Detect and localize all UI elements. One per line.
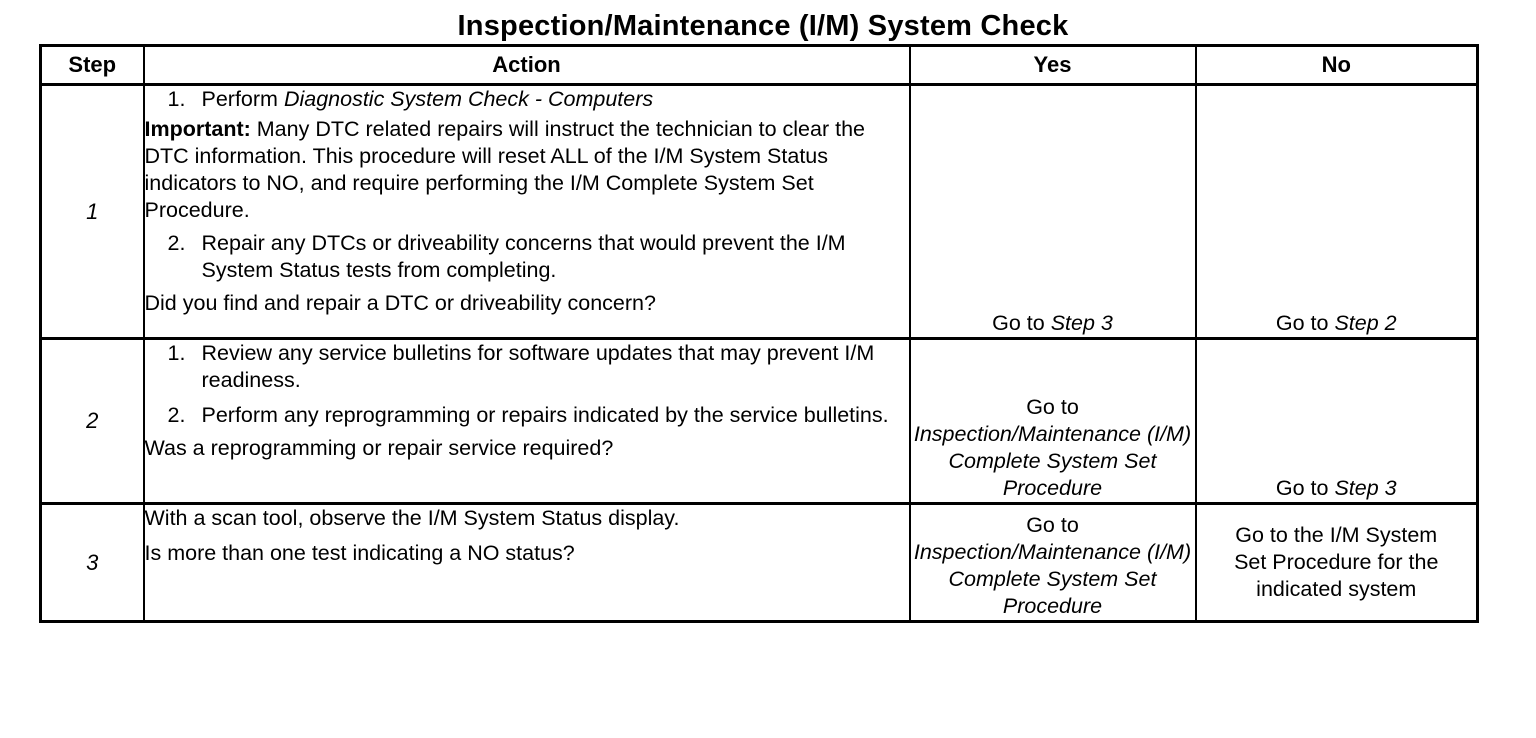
step-number: 3 <box>41 504 144 622</box>
list-item <box>168 402 909 429</box>
yes-result <box>910 504 1196 622</box>
yes-procedure-reference: Inspection/Maintenance (I/M) Complete System Set Procedure <box>913 540 1192 618</box>
no-result: Go to the I/M System Set Procedure for the indicated system <box>1196 504 1478 622</box>
yes-prefix: Go to <box>1026 395 1079 419</box>
item-number: 1. <box>167 341 186 365</box>
action-cell <box>144 504 910 622</box>
yes-prefix: Go to <box>992 311 1051 335</box>
list-item <box>168 340 909 394</box>
item-text <box>202 86 909 113</box>
important-text: Many DTC related repairs will instruct the technician to clear the DTC information. This procedure will reset ALL of the I/M System Status indicators to NO, and require performing the I/M Complete System Set Procedure. <box>144 117 865 222</box>
step-number: 2 <box>41 339 144 504</box>
no-step-reference: Step 2 <box>1334 311 1397 335</box>
header-step: Step <box>41 46 144 85</box>
header-yes: Yes <box>910 46 1196 85</box>
yes-prefix: Go to <box>1026 513 1079 537</box>
step-number: 1 <box>41 85 144 339</box>
yes-procedure-reference: Inspection/Maintenance (I/M) Complete System Set Procedure <box>913 422 1192 500</box>
procedure-reference: Diagnostic System Check - Computers <box>283 87 654 111</box>
item-lead: Perform <box>201 87 284 111</box>
no-result <box>1196 339 1478 504</box>
important-label: Important: <box>144 117 251 141</box>
table-row-step-2 <box>41 339 1478 504</box>
item-text: Repair any DTCs or driveability concerns that would prevent the I/M System Status tests from completing. <box>201 231 846 282</box>
yes-result <box>910 339 1196 504</box>
important-note <box>145 116 909 224</box>
list-item <box>168 230 909 284</box>
step-question: Was a reprogramming or repair service required? <box>144 436 614 460</box>
step-question: Is more than one test indicating a NO status? <box>144 541 575 565</box>
header-no: No <box>1196 46 1478 85</box>
table-header-row <box>41 46 1478 85</box>
header-action: Action <box>144 46 910 85</box>
action-cell <box>144 339 910 504</box>
yes-result <box>910 85 1196 339</box>
no-step-reference: Step 3 <box>1334 476 1397 500</box>
action-line: With a scan tool, observe the I/M System Status display. <box>144 506 680 530</box>
no-prefix: Go to <box>1275 311 1335 335</box>
item-number: 2. <box>167 231 186 255</box>
action-cell <box>144 85 910 339</box>
page-title: Inspection/Maintenance (I/M) System Check <box>457 10 1069 42</box>
item-text: Review any service bulletins for software updates that may prevent I/M readiness. <box>201 341 875 392</box>
table-row-step-1 <box>41 85 1478 339</box>
yes-step-reference: Step 3 <box>1050 311 1113 335</box>
item-number: 1. <box>167 87 186 111</box>
step-question: Did you find and repair a DTC or driveability concern? <box>144 291 656 315</box>
item-text: Perform any reprogramming or repairs indicated by the service bulletins. <box>201 403 889 427</box>
table-row-step-3 <box>41 504 1478 622</box>
no-result <box>1196 85 1478 339</box>
list-item <box>168 86 909 113</box>
system-check-table <box>39 44 1479 623</box>
item-number: 2. <box>167 403 186 427</box>
no-prefix: Go to <box>1275 476 1335 500</box>
